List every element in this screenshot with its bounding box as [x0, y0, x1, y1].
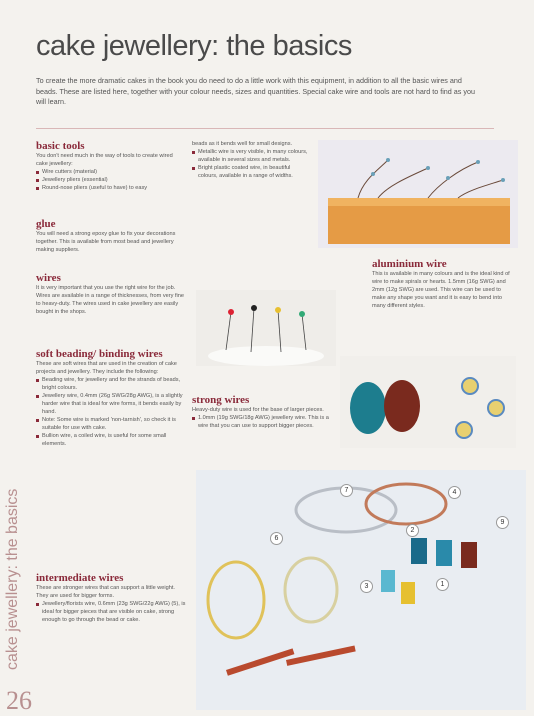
text-glue: You will need a strong epoxy glue to fix your decorations together. This is available from most bead and jewellery making suppliers. — [36, 231, 176, 253]
list-item: Beading wire, for jewellery and for the strands of beads, bright colours. — [36, 376, 186, 392]
intro-paragraph: To create the more dramatic cakes in the book you do need to do a little work with this equipment, in addition to all the basic wires and beads. These are listed here, together with your colour needs, sizes and quantities. Special cake wire and tools are not hard to find as you will learn. — [36, 76, 475, 106]
photo-label: 9 — [496, 516, 509, 529]
text-basic-tools: You don't need much in the way of tools to create wired cake jewellery: — [36, 153, 173, 167]
photo-label: 6 — [270, 532, 283, 545]
text-col2-top: beads as it bends well for small designs. — [192, 141, 293, 147]
photo-small-cake — [196, 290, 336, 366]
photo-wire-spools — [340, 356, 516, 448]
list-strong-wires — [192, 414, 332, 430]
section-soft-beading — [36, 348, 186, 448]
heading-wires: wires — [36, 272, 61, 284]
list-basic-tools — [36, 168, 186, 192]
list-item: Bullion wire, a coiled wire, is useful for some small elements. — [36, 432, 186, 448]
text-soft-beading: These are soft wires that are used in the creation of cake projects and jewellery. They include the following: — [36, 361, 177, 375]
heading-strong-wires: strong wires — [192, 394, 250, 406]
section-wires — [36, 272, 186, 316]
list-col2-top — [192, 148, 310, 180]
page-number: 26 — [6, 686, 32, 715]
section-basic-tools — [36, 140, 186, 192]
list-item: Jewellery wire, 0.4mm (26g SWG/28g AWG), is a slightly harder wire that is ideal for wire forms, it bends easily by hand. — [36, 392, 186, 416]
heading-intermediate: intermediate wires — [36, 572, 124, 584]
text-strong-wires: Heavy-duty wire is used for the base of larger pieces. — [192, 407, 324, 413]
heading-soft-beading: soft beading/ binding wires — [36, 348, 163, 360]
page-title: cake jewellery: the basics — [36, 30, 352, 62]
divider — [36, 128, 494, 129]
section-glue — [36, 218, 186, 254]
small-cake-illustration — [196, 290, 336, 366]
wire-spools-illustration — [340, 356, 516, 448]
section-intermediate — [36, 572, 186, 624]
list-item: Note: Some wire is marked 'non-tarnish', so check it is suitable for use with cake. — [36, 416, 186, 432]
list-item: Bright plastic coated wire, in beautiful colours, available in a range of widths. — [192, 164, 310, 180]
list-item: Wire cutters (material) — [36, 168, 186, 176]
text-intermediate: These are stronger wires that can support a little weight. They are used for bigger forms. — [36, 585, 175, 599]
list-item: Round-nose pliers (useful to have) to easy — [36, 184, 186, 192]
photo-wire-collection — [196, 470, 526, 710]
list-intermediate — [36, 600, 186, 624]
section-aluminium — [372, 258, 512, 310]
photo-label: 7 — [340, 484, 353, 497]
section-col2-top — [192, 140, 310, 180]
heading-basic-tools: basic tools — [36, 140, 85, 152]
heading-aluminium: aluminium wire — [372, 258, 447, 270]
list-item: 1.0mm (19g SWG/18g AWG) jewellery wire. This is a wire that you can use to support bigger pieces. — [192, 414, 332, 430]
list-item: Metallic wire is very visible, in many colours, available in several sizes and metals. — [192, 148, 310, 164]
list-item: Jewellery pliers (essential) — [36, 176, 186, 184]
text-aluminium: This is available in many colours and is the ideal kind of wire to make spirals or hearts. 1.5mm (16g SWG) and 2mm (12g SWG) are used. This wire can be used to make any shape you want and it is easy to bend into many different styles. — [372, 271, 510, 309]
photo-label: 1 — [436, 578, 449, 591]
heading-glue: glue — [36, 218, 56, 230]
list-soft-beading — [36, 376, 186, 448]
photo-label: 2 — [406, 524, 419, 537]
photo-label: 3 — [360, 580, 373, 593]
book-cake-illustration — [318, 140, 518, 248]
spine-text: cake jewellery: the basics — [4, 488, 21, 670]
spine-label — [4, 480, 22, 670]
list-item: Jewellery/florists wire, 0.6mm (23g SWG/22g AWG) (5), is ideal for bigger pieces that are visible on cake, strong enough to go through the bead or cake. — [36, 600, 186, 624]
photo-book-cake — [318, 140, 518, 248]
section-strong-wires — [192, 394, 332, 430]
text-wires: It is very important that you use the right wire for the job. Wires are available in a range of thicknesses, from very fine to heavy-duty. The wires used in cake jewellery are easily bought in the shops. — [36, 285, 184, 315]
photo-label: 4 — [448, 486, 461, 499]
